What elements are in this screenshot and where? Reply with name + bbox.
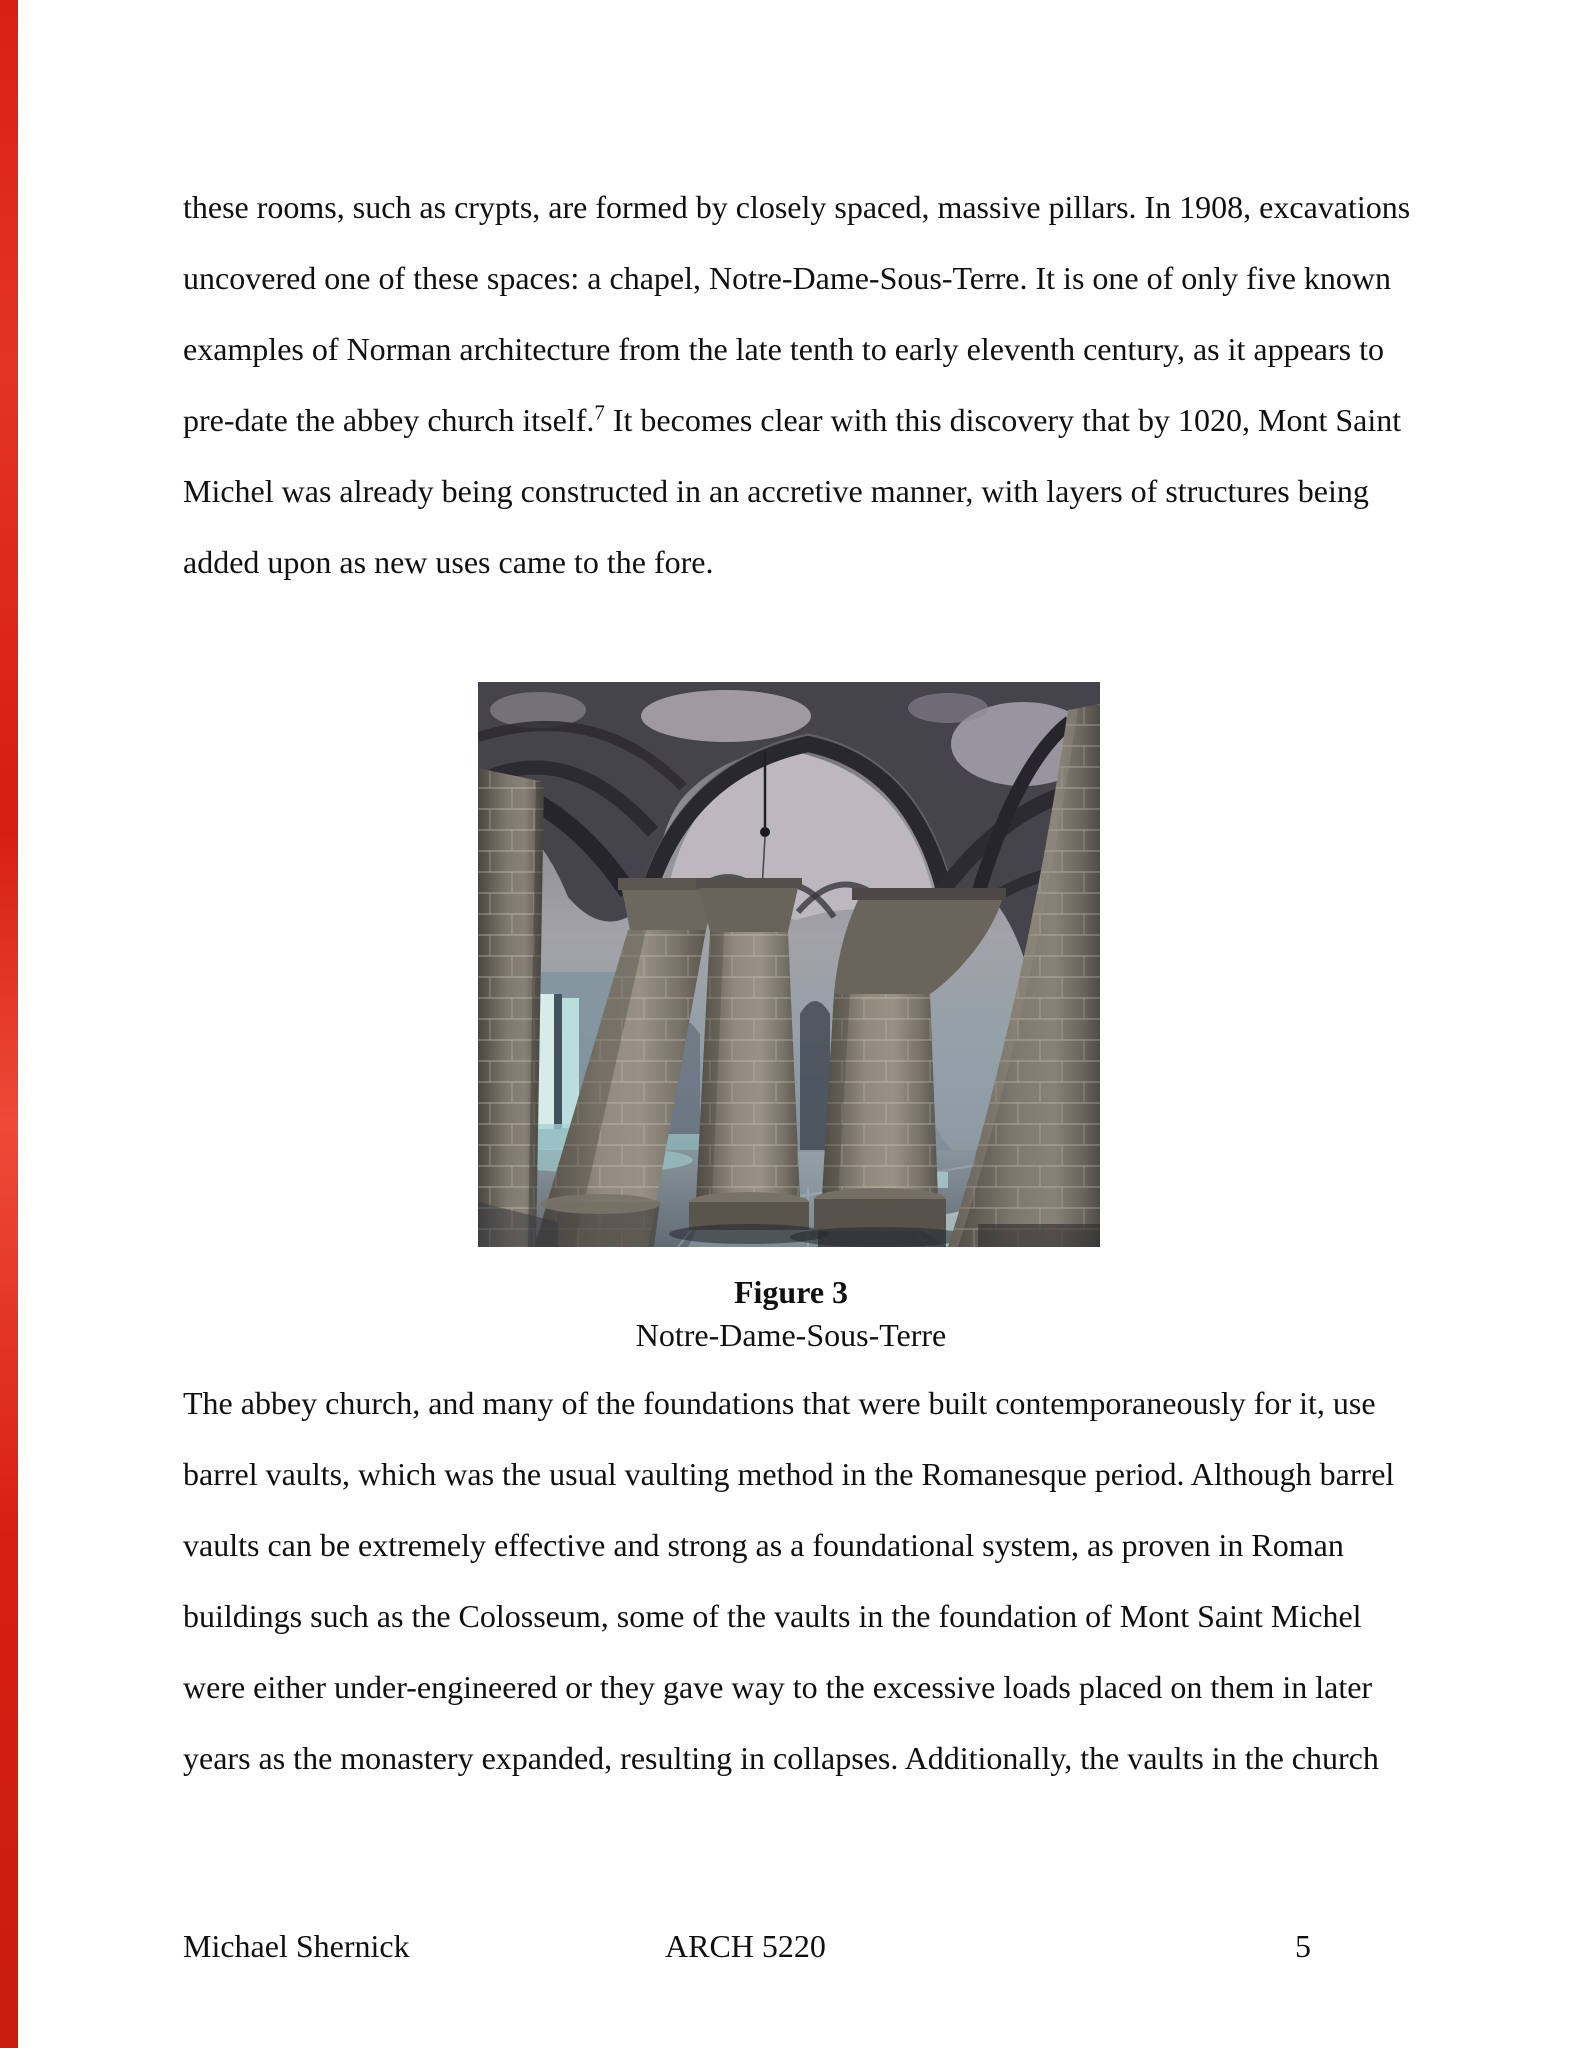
- page-footer: [183, 1926, 1399, 1970]
- text-line: examples of Norman architecture from the late tenth to early eleventh century, as it appears to: [183, 331, 1384, 367]
- text-line: Michel was already being constructed in an accretive manner, with layers of structures being: [183, 473, 1369, 509]
- figure-caption: [183, 1271, 1399, 1357]
- footer-course: ARCH 5220: [665, 1928, 826, 1964]
- text-line: these rooms, such as crypts, are formed by closely spaced, massive pillars. In 1908, excavations: [183, 189, 1411, 225]
- text-run: pre-date the abbey church itself.: [183, 402, 595, 438]
- text-line: vaults can be extremely effective and strong as a foundational system, as proven in Roman: [183, 1527, 1344, 1563]
- figure-image: [478, 682, 1100, 1247]
- left-edge-red-bar: [0, 0, 18, 2048]
- figure-label: Figure 3: [733, 1274, 849, 1310]
- footer-page-number: 5: [1295, 1928, 1311, 1964]
- crypt-photo-illustration: [478, 682, 1100, 1247]
- footer-author: Michael Shernick: [183, 1928, 410, 1964]
- paragraph-1: [183, 172, 1411, 598]
- text-line: The abbey church, and many of the foundations that were built contemporaneously for it, use: [183, 1385, 1376, 1421]
- text-line: [183, 385, 1402, 456]
- text-line: barrel vaults, which was the usual vaulting method in the Romanesque period. Although barrel: [183, 1456, 1395, 1492]
- text-line: uncovered one of these spaces: a chapel, Notre-Dame-Sous-Terre. It is one of only five known: [183, 260, 1391, 296]
- text-line: were either under-engineered or they gave way to the excessive loads placed on them in later: [183, 1669, 1373, 1705]
- footnote-reference-7: 7: [594, 400, 605, 425]
- text-line: buildings such as the Colosseum, some of the vaults in the foundation of Mont Saint Michel: [183, 1598, 1362, 1634]
- figure-title: Notre-Dame-Sous-Terre: [635, 1317, 947, 1353]
- paragraph-2: [183, 1368, 1399, 1794]
- text-line: years as the monastery expanded, resulting in collapses. Additionally, the vaults in the church: [183, 1740, 1379, 1776]
- text-line: added upon as new uses came to the fore.: [183, 544, 714, 580]
- text-run: It becomes clear with this discovery that by 1020, Mont Saint: [604, 402, 1402, 438]
